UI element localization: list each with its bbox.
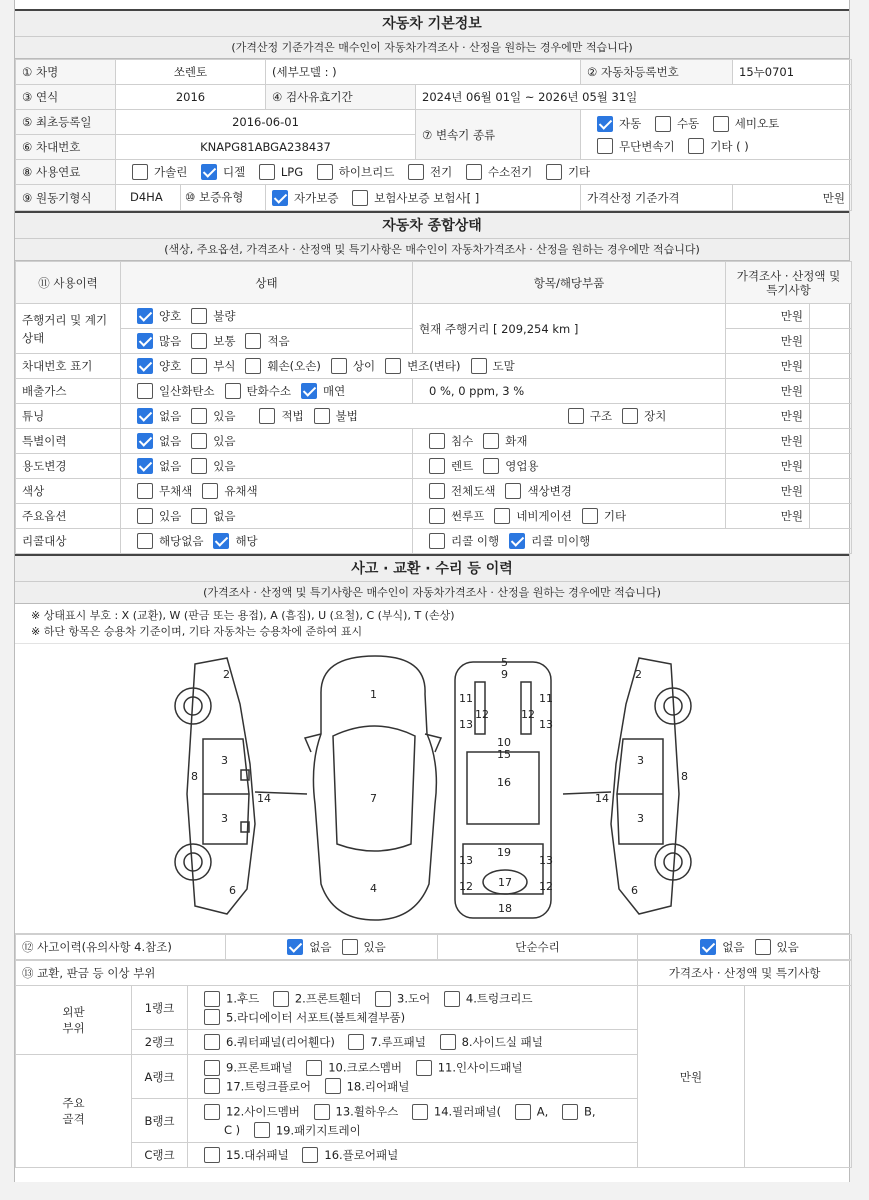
- special-none-label: 없음: [159, 434, 182, 448]
- top-view-roof: [333, 726, 415, 851]
- basic-info-table: [15, 59, 852, 211]
- trans-etc-checkbox[interactable]: [688, 138, 704, 154]
- good-label: 양호: [159, 309, 182, 323]
- part-13-label: 13.휠하우스: [335, 1104, 399, 1119]
- left-side-outline: [187, 658, 255, 914]
- option-label: 주요옵션: [16, 504, 121, 529]
- full-paint-label: 전체도색: [451, 484, 496, 498]
- right-side-outline: [611, 658, 679, 914]
- vin-mark-options: [121, 354, 726, 379]
- diagram-label-18: 18: [498, 902, 512, 915]
- tuning-structure-checkbox[interactable]: [568, 408, 584, 424]
- usage-label: 용도변경: [16, 454, 121, 479]
- part-18-checkbox[interactable]: [325, 1078, 341, 1094]
- diagram-label-11b: 11: [539, 692, 553, 705]
- tuning-device-checkbox[interactable]: [622, 408, 638, 424]
- hc-checkbox[interactable]: [225, 383, 241, 399]
- car-diagram-svg: [15, 644, 851, 934]
- engine-label: ⑨ 원동기형식: [16, 185, 116, 211]
- history-exists-checkbox[interactable]: [342, 939, 358, 955]
- tuning-options: [121, 404, 726, 429]
- part-9-label: 9.프론트패널: [226, 1060, 293, 1075]
- part-2-checkbox[interactable]: [273, 991, 289, 1007]
- rankA-label: A랭크: [132, 1055, 188, 1099]
- rankA-parts: [188, 1055, 638, 1099]
- co-checkbox[interactable]: [137, 383, 153, 399]
- option-exists-label: 있음: [159, 509, 182, 523]
- rank2-parts: [188, 1030, 638, 1055]
- special-exists-checkbox[interactable]: [191, 433, 207, 449]
- full-paint-checkbox[interactable]: [429, 483, 445, 499]
- diagram-label-4: 4: [370, 882, 377, 895]
- price-unit: 만원: [726, 329, 810, 354]
- fuel-electric-checkbox[interactable]: [408, 164, 424, 180]
- diagram-label-3c: 3: [637, 754, 644, 767]
- diagram-label-15: 15: [497, 748, 511, 761]
- sunroof-checkbox[interactable]: [429, 508, 445, 524]
- fuel-hydrogen-checkbox[interactable]: [466, 164, 482, 180]
- engine-model: [116, 185, 266, 211]
- vin-corrosion-label: 부식: [213, 359, 236, 373]
- part-19-label: 19.패키지트레이: [275, 1123, 361, 1137]
- achromatic-checkbox[interactable]: [137, 483, 153, 499]
- tuning-legal-label: 적법: [281, 409, 304, 423]
- rankB-parts: [188, 1099, 638, 1143]
- rank1-parts: [188, 986, 638, 1030]
- inspection-period: 2024년 06월 01일 ~ 2026년 05월 31일: [416, 85, 852, 110]
- part-16-label: 16.플로어패널: [324, 1148, 399, 1162]
- business-label: 영업용: [505, 459, 539, 473]
- fire-label: 화재: [505, 434, 528, 448]
- history-label: ⑫ 사고이력(유의사항 4.참조): [16, 935, 226, 960]
- trans-cvt-label: 무단변속기: [619, 139, 675, 153]
- part-2-label: 2.프론트휀더: [294, 991, 362, 1006]
- smoke-label: 매연: [322, 384, 346, 398]
- fuel-hydrogen-label: 수소전기: [487, 165, 533, 179]
- legend-notes: [15, 604, 849, 644]
- color-change-label: 색상변경: [527, 484, 572, 498]
- fuel-gasoline-checkbox[interactable]: [132, 164, 148, 180]
- diagram-label-2: 2: [223, 668, 230, 681]
- status-table: [15, 261, 852, 554]
- fuel-etc-label: 기타: [567, 165, 591, 179]
- diagram-label-13b: 13: [539, 718, 553, 731]
- diagram-label-12c: 12: [459, 880, 473, 893]
- color-change-checkbox[interactable]: [505, 483, 521, 499]
- section-subtitle-accident: (가격조사 · 산정액 및 특기사항은 매수인이 자동차가격조사 · 산정을 원하는 경우에만 적습니다): [15, 582, 849, 604]
- reg-no-label: ② 자동차등록번호: [581, 60, 733, 85]
- warranty-options: [266, 185, 581, 211]
- usage-none-checkbox[interactable]: [137, 458, 153, 474]
- smoke-checkbox[interactable]: [301, 383, 317, 399]
- part-18-label: 18.리어패널: [346, 1079, 410, 1093]
- normal-checkbox[interactable]: [191, 333, 207, 349]
- part-9-checkbox[interactable]: [204, 1060, 220, 1076]
- warranty-self-checkbox[interactable]: [272, 190, 288, 206]
- warranty-insurance-label: 보험사보증 보험사[ ]: [374, 190, 480, 205]
- usage-options: [121, 454, 413, 479]
- normal-label: 보통: [213, 334, 236, 348]
- vin-corrosion-checkbox[interactable]: [191, 358, 207, 374]
- vin-tamper-checkbox[interactable]: [385, 358, 401, 374]
- outer-label: 외판 부위: [16, 986, 132, 1055]
- repair-none-checkbox[interactable]: [700, 939, 716, 955]
- year: 2016: [116, 85, 266, 110]
- inspection-form: [14, 0, 850, 1182]
- part-4-checkbox[interactable]: [444, 991, 460, 1007]
- rank1-label: 1랭크: [132, 986, 188, 1030]
- vin-good-label: 양호: [159, 359, 182, 373]
- tuning-none-checkbox[interactable]: [137, 408, 153, 424]
- recall-applicable-label: 해당: [235, 534, 258, 548]
- special-label: 특별이력: [16, 429, 121, 454]
- vin-tamper-label: 변조(변타): [407, 359, 461, 373]
- diagram-label-10: 10: [497, 736, 511, 749]
- transmission-label: ⑦ 변속기 종류: [416, 110, 581, 160]
- car-name: 쏘렌토: [116, 60, 266, 85]
- diagram-label-1: 1: [370, 688, 377, 701]
- good-checkbox[interactable]: [137, 308, 153, 324]
- col-history: ⑪ 사용이력: [16, 262, 121, 304]
- legend-note-1: ※ 상태표시 부호 : X (교환), W (판금 또는 용접), A (흠집), U (요철), C (부식), T (손상): [31, 609, 455, 622]
- diagram-label-13d: 13: [539, 854, 553, 867]
- diagram-label-12: 12: [475, 708, 489, 721]
- fuel-label: ⑧ 사용연료: [16, 160, 116, 185]
- vin-label: ⑥ 차대번호: [16, 135, 116, 160]
- diagram-label-2b: 2: [635, 668, 642, 681]
- part-14-label: 14.필러패널(: [433, 1104, 502, 1119]
- detail-model: (세부모델 : ): [266, 60, 581, 85]
- history-exists-label: 있음: [363, 940, 386, 954]
- usage-none-label: 없음: [159, 459, 182, 473]
- usage-items: [413, 454, 726, 479]
- history-none-label: 없음: [309, 940, 332, 954]
- part-15-label: 15.대쉬패널: [226, 1148, 289, 1162]
- part-11-checkbox[interactable]: [416, 1060, 432, 1076]
- diagram-label-3: 3: [221, 754, 228, 767]
- part-12-checkbox[interactable]: [204, 1104, 220, 1120]
- col-item: 항목/해당부품: [413, 262, 726, 304]
- first-reg-label: ⑤ 최초등록일: [16, 110, 116, 135]
- fuel-gasoline-label: 가솔린: [154, 165, 188, 179]
- fuel-hybrid-checkbox[interactable]: [317, 164, 333, 180]
- part-8-checkbox[interactable]: [440, 1034, 456, 1050]
- tuning-none-label: 없음: [159, 409, 182, 423]
- usage-exists-checkbox[interactable]: [191, 458, 207, 474]
- fuel-options: [116, 160, 852, 185]
- recall-na-label: 해당없음: [159, 534, 204, 548]
- diagram-label-19: 19: [497, 846, 511, 859]
- sunroof-label: 썬루프: [451, 509, 485, 523]
- recall-items: [413, 529, 852, 554]
- part-3-checkbox[interactable]: [375, 991, 391, 1007]
- diagram-label-12d: 12: [539, 880, 553, 893]
- many-checkbox[interactable]: [137, 333, 153, 349]
- special-none-checkbox[interactable]: [137, 433, 153, 449]
- trans-manual-checkbox[interactable]: [655, 116, 671, 132]
- usage-exists-label: 있음: [213, 459, 236, 473]
- part-14-checkbox[interactable]: [412, 1104, 428, 1120]
- year-label: ③ 연식: [16, 85, 116, 110]
- fuel-diesel-label: 디젤: [222, 165, 246, 179]
- rent-checkbox[interactable]: [429, 458, 445, 474]
- diagram-label-3b: 3: [221, 812, 228, 825]
- recall-options: [121, 529, 413, 554]
- emission-label: 배출가스: [16, 379, 121, 404]
- fuel-lpg-checkbox[interactable]: [259, 164, 275, 180]
- tuning-device-label: 장치: [644, 409, 667, 423]
- part-7-label: 7.루프패널: [370, 1035, 426, 1049]
- tuning-legal-checkbox[interactable]: [259, 408, 275, 424]
- mileage-condition: [121, 304, 413, 329]
- rankC-label: C랭크: [132, 1143, 188, 1168]
- few-checkbox[interactable]: [245, 333, 261, 349]
- tuning-illegal-checkbox[interactable]: [314, 408, 330, 424]
- part-4-label: 4.트렁크리드: [465, 991, 533, 1006]
- history-none-checkbox[interactable]: [287, 939, 303, 955]
- option-etc-checkbox[interactable]: [582, 508, 598, 524]
- parts-price-unit: 만원: [638, 986, 745, 1168]
- price-unit: 만원: [726, 454, 810, 479]
- option-items: [413, 504, 726, 529]
- fuel-etc-checkbox[interactable]: [546, 164, 562, 180]
- price-unit: 만원: [726, 404, 810, 429]
- navigation-checkbox[interactable]: [494, 508, 510, 524]
- part-3-label: 3.도어: [397, 991, 431, 1006]
- vin-damage-checkbox[interactable]: [245, 358, 261, 374]
- section-subtitle-status: (색상, 주요옵션, 가격조사 · 산정액 및 특기사항은 매수인이 자동차가격조사 · 산정을 원하는 경우에만 적습니다): [15, 239, 849, 261]
- diagram-label-17: 17: [498, 876, 512, 889]
- hc-label: 탄화수소: [246, 384, 291, 398]
- part-7-checkbox[interactable]: [348, 1034, 364, 1050]
- part-17-label: 17.트렁크플로어: [226, 1079, 311, 1093]
- option-none-checkbox[interactable]: [191, 508, 207, 524]
- diagram-label-5: 5: [501, 656, 508, 669]
- diagram-label-6b: 6: [631, 884, 638, 897]
- chromatic-label: 유채색: [224, 484, 258, 498]
- price-label: 가격산정 기준가격: [581, 185, 733, 211]
- fuel-lpg-label: LPG: [280, 165, 304, 179]
- part-8-label: 8.사이드실 패널: [461, 1035, 543, 1049]
- trans-auto-label: 자동: [619, 116, 642, 131]
- warranty-label: ⑩ 보증유형: [180, 185, 243, 210]
- repair-exists-checkbox[interactable]: [755, 939, 771, 955]
- simple-repair-label: 단순수리: [438, 935, 638, 960]
- diagram-label-14: 14: [257, 792, 271, 805]
- diagram-label-13: 13: [459, 718, 473, 731]
- part-13-checkbox[interactable]: [314, 1104, 330, 1120]
- tuning-illegal-label: 불법: [335, 409, 358, 423]
- section-subtitle-basic: (가격산정 기준가격은 매수인이 자동차가격조사 · 산정을 원하는 경우에만 적습니다): [15, 37, 849, 59]
- part-6-checkbox[interactable]: [204, 1034, 220, 1050]
- bad-label: 불량: [213, 309, 236, 323]
- recall-notdone-label: 리콜 미이행: [531, 534, 591, 548]
- option-none-label: 없음: [213, 509, 236, 523]
- vin-mark-label: 차대번호 표기: [16, 354, 121, 379]
- many-label: 많음: [159, 334, 182, 348]
- part-12-label: 12.사이드멤버: [226, 1104, 300, 1119]
- price-unit: 만원: [726, 429, 810, 454]
- repair-none-label: 없음: [722, 940, 745, 954]
- history-options: [226, 935, 438, 960]
- special-options: [121, 429, 413, 454]
- part-6-label: 6.쿼터패널(리어휀다): [226, 1035, 335, 1049]
- simple-repair-options: [638, 935, 852, 960]
- recall-label: 리콜대상: [16, 529, 121, 554]
- special-exists-label: 있음: [213, 434, 236, 448]
- mileage-label: 주행거리 및 계기상태: [16, 304, 121, 354]
- trans-semi-checkbox[interactable]: [713, 116, 729, 132]
- part-11-label: 11.인사이드패널: [437, 1060, 523, 1075]
- car-name-label: ① 차명: [16, 60, 116, 85]
- color-options: [121, 479, 413, 504]
- part-16-checkbox[interactable]: [302, 1147, 318, 1163]
- part-10-checkbox[interactable]: [306, 1060, 322, 1076]
- price-unit: 만원: [726, 304, 810, 329]
- option-etc-label: 기타: [603, 509, 627, 523]
- recall-notdone-checkbox[interactable]: [509, 533, 525, 549]
- warranty-self-label: 자가보증: [294, 190, 339, 205]
- mileage-value: 현재 주행거리 [ 209,254 km ]: [413, 304, 726, 354]
- frame-label: 주요 골격: [16, 1055, 132, 1168]
- section-title-status: 자동차 종합상태: [15, 213, 849, 239]
- recall-na-checkbox[interactable]: [137, 533, 153, 549]
- parts-table: [15, 960, 852, 1168]
- trans-semi-label: 세미오토: [734, 116, 780, 131]
- diagram-label-11: 11: [459, 692, 473, 705]
- emission-options: [121, 379, 413, 404]
- car-diagram: [15, 644, 849, 934]
- vin-erased-label: 도말: [492, 359, 515, 373]
- diagram-label-12b: 12: [521, 708, 535, 721]
- vin-mismatch-checkbox[interactable]: [331, 358, 347, 374]
- flood-label: 침수: [451, 434, 474, 448]
- co-label: 일산화탄소: [159, 384, 215, 398]
- trans-cvt-checkbox[interactable]: [597, 138, 613, 154]
- special-items: [413, 429, 726, 454]
- col-state: 상태: [121, 262, 413, 304]
- recall-done-checkbox[interactable]: [429, 533, 445, 549]
- trans-auto-checkbox[interactable]: [597, 116, 613, 132]
- part-5-checkbox[interactable]: [204, 1009, 220, 1025]
- vin-mismatch-label: 상이: [352, 359, 376, 373]
- accident-history-table: [15, 934, 852, 960]
- section-title-accident: 사고 · 교환 · 수리 등 이력: [15, 556, 849, 582]
- pillar-a-checkbox[interactable]: [515, 1104, 531, 1120]
- diagram-label-9: 9: [501, 668, 508, 681]
- rank2-label: 2랭크: [132, 1030, 188, 1055]
- price-unit: 만원: [726, 479, 810, 504]
- color-label: 색상: [16, 479, 121, 504]
- reg-no: 15누0701: [733, 60, 852, 85]
- legend-note-2: ※ 하단 항목은 승용차 기준이며, 기타 자동차는 승용차에 준하여 표시: [31, 625, 363, 638]
- diagram-label-7: 7: [370, 792, 377, 805]
- engine-value: D4HA: [130, 190, 163, 204]
- diagram-label-14b: 14: [595, 792, 609, 805]
- recall-applicable-checkbox[interactable]: [213, 533, 229, 549]
- first-reg: 2016-06-01: [116, 110, 416, 135]
- diagram-label-3d: 3: [637, 812, 644, 825]
- fuel-diesel-checkbox[interactable]: [201, 164, 217, 180]
- price-unit: 만원: [726, 504, 810, 529]
- top-view-mirrors: [305, 734, 441, 752]
- tuning-structure-label: 구조: [589, 409, 613, 423]
- color-items: [413, 479, 726, 504]
- repair-exists-label: 있음: [776, 940, 799, 954]
- parts-label: ⑬ 교환, 판금 등 이상 부위: [16, 961, 638, 986]
- price-unit: 만원: [733, 185, 852, 211]
- part-15-checkbox[interactable]: [204, 1147, 220, 1163]
- inspection-label: ④ 검사유효기간: [266, 85, 416, 110]
- vin-damage-label: 훼손(오손): [267, 359, 321, 373]
- rankC-parts: [188, 1143, 638, 1168]
- tuning-label: 튜닝: [16, 404, 121, 429]
- option-options: [121, 504, 413, 529]
- parts-price-label: 가격조사 · 산정액 및 특기사항: [638, 961, 852, 986]
- pillar-b-label: B,: [583, 1104, 596, 1119]
- pillar-c-label: C ): [224, 1123, 241, 1137]
- pillar-b-checkbox[interactable]: [562, 1104, 578, 1120]
- business-checkbox[interactable]: [483, 458, 499, 474]
- price-unit: 만원: [726, 354, 810, 379]
- part-5-label: 5.라디에이터 서포트(볼트체결부품): [226, 1010, 406, 1024]
- flood-checkbox[interactable]: [429, 433, 445, 449]
- bad-checkbox[interactable]: [191, 308, 207, 324]
- vin-erased-checkbox[interactable]: [471, 358, 487, 374]
- fire-checkbox[interactable]: [483, 433, 499, 449]
- tuning-exists-checkbox[interactable]: [191, 408, 207, 424]
- trans-etc-label: 기타 ( ): [710, 139, 749, 153]
- rent-label: 렌트: [451, 459, 474, 473]
- part-1-label: 1.후드: [226, 991, 260, 1006]
- emission-values: 0 %, 0 ppm, 3 %: [413, 379, 726, 404]
- mileage-amount: [121, 329, 413, 354]
- section-title-basic: 자동차 기본정보: [15, 11, 849, 37]
- trans-manual-label: 수동: [676, 116, 700, 131]
- warranty-insurance-checkbox[interactable]: [352, 190, 368, 206]
- option-exists-checkbox[interactable]: [137, 508, 153, 524]
- part-1-checkbox[interactable]: [204, 991, 220, 1007]
- diagram-label-8: 8: [191, 770, 198, 783]
- vin-good-checkbox[interactable]: [137, 358, 153, 374]
- fuel-electric-label: 전기: [429, 165, 453, 179]
- few-label: 적음: [267, 334, 290, 348]
- navigation-label: 네비게이션: [516, 509, 572, 523]
- price-unit: 만원: [726, 379, 810, 404]
- transmission-options: [581, 110, 852, 160]
- diagram-label-13c: 13: [459, 854, 473, 867]
- vin: KNAPG81ABGA238437: [116, 135, 416, 160]
- tuning-exists-label: 있음: [213, 409, 236, 423]
- rankB-label: B랭크: [132, 1099, 188, 1143]
- achromatic-label: 무채색: [159, 484, 193, 498]
- chromatic-checkbox[interactable]: [202, 483, 218, 499]
- col-price: 가격조사 · 산정액 및 특기사항: [726, 262, 852, 304]
- diagram-label-8b: 8: [681, 770, 688, 783]
- part-19-checkbox[interactable]: [254, 1122, 270, 1138]
- pillar-a-label: A,: [536, 1104, 549, 1119]
- diagram-label-16: 16: [497, 776, 511, 789]
- part-17-checkbox[interactable]: [204, 1078, 220, 1094]
- recall-done-label: 리콜 이행: [451, 534, 500, 548]
- fuel-hybrid-label: 하이브리드: [338, 165, 395, 179]
- diagram-label-6: 6: [229, 884, 236, 897]
- part-10-label: 10.크로스멤버: [328, 1060, 403, 1075]
